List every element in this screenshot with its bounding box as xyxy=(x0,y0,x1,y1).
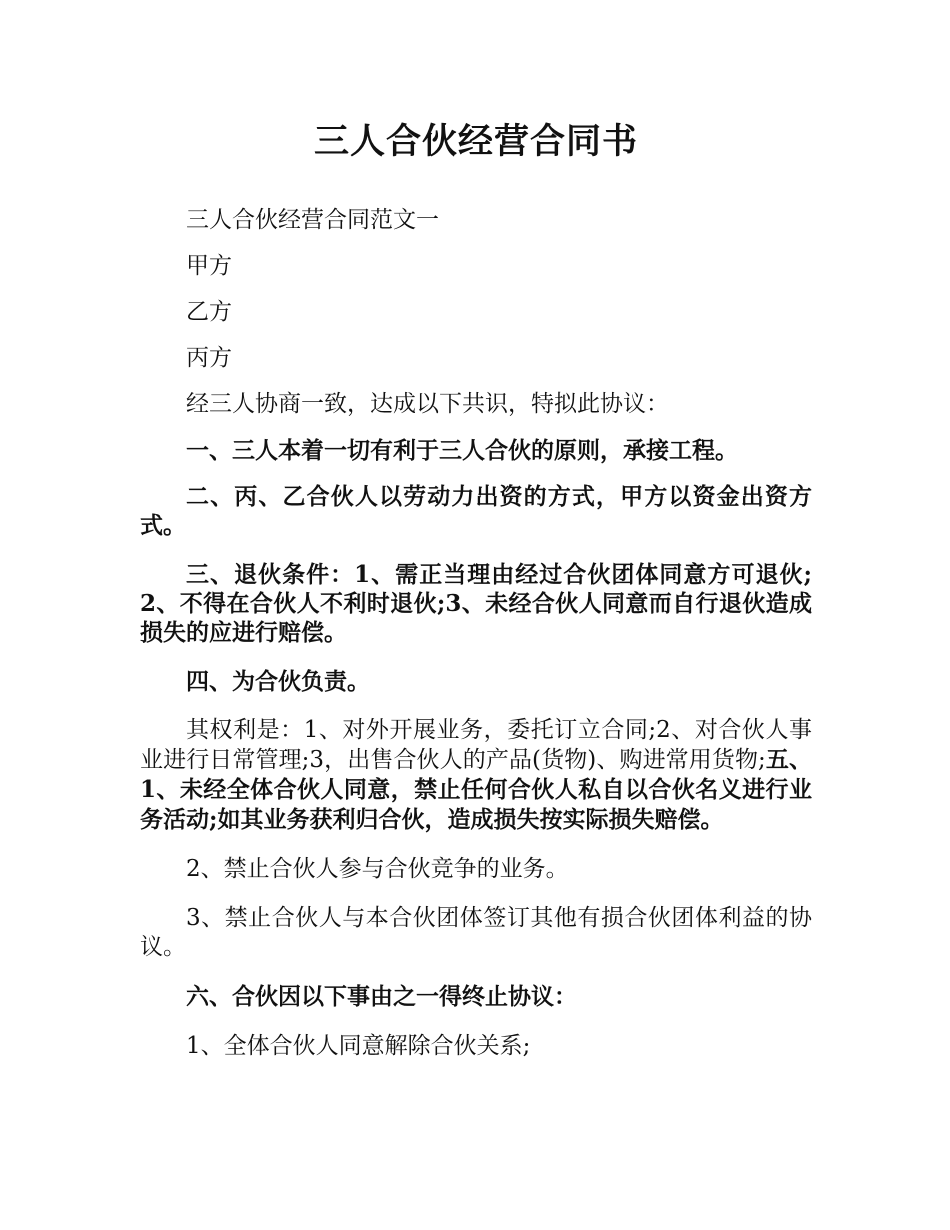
party-a-line: 甲方 xyxy=(186,253,232,279)
rights-text: 其权利是：1、对外开展业务，委托订立合同;2、对合伙人事业进行日常管理;3，出售合伙人的产品(货物)、购进常用货物; xyxy=(140,717,812,773)
clause-6-item-1-paragraph: 1、全体合伙人同意解除合伙关系; xyxy=(186,1033,531,1059)
rights-paragraph xyxy=(140,716,812,835)
clause-3-paragraph: 三、退伙条件：1、需正当理由经过合伙团体同意方可退伙;2、不得在合伙人不利时退伙;3、未经合伙人同意而自行退伙造成损失的应进行赔偿。 xyxy=(140,561,812,646)
subtitle-paragraph: 三人合伙经营合同范文一 xyxy=(186,207,439,233)
clause-2-paragraph: 二、丙、乙合伙人以劳动力出资的方式，甲方以资金出资方式。 xyxy=(140,483,812,539)
document-page xyxy=(140,112,812,1061)
clause-4-paragraph: 四、为合伙负责。 xyxy=(186,668,370,695)
party-c-line: 丙方 xyxy=(186,345,232,371)
clause-1-paragraph: 一、三人本着一切有利于三人合伙的原则，承接工程。 xyxy=(186,437,738,464)
clause-5-text: 五、1、未经全体合伙人同意，禁止任何合伙人私自以合伙名义进行业务活动;如其业务获利归合伙，造成损失按实际损失赔偿。 xyxy=(140,746,813,833)
clause-5-item-2-paragraph: 2、禁止合伙人参与合伙竞争的业务。 xyxy=(186,856,569,882)
agreement-intro-paragraph: 经三人协商一致，达成以下共识，特拟此协议： xyxy=(186,391,669,417)
clause-6-paragraph: 六、合伙因以下事由之一得终止协议： xyxy=(186,983,577,1010)
clause-5-item-3-paragraph: 3、禁止合伙人与本合伙团体签订其他有损合伙团体利益的协议。 xyxy=(140,905,812,960)
party-b-line: 乙方 xyxy=(186,299,232,325)
document-title: 三人合伙经营合同书 xyxy=(313,122,638,162)
